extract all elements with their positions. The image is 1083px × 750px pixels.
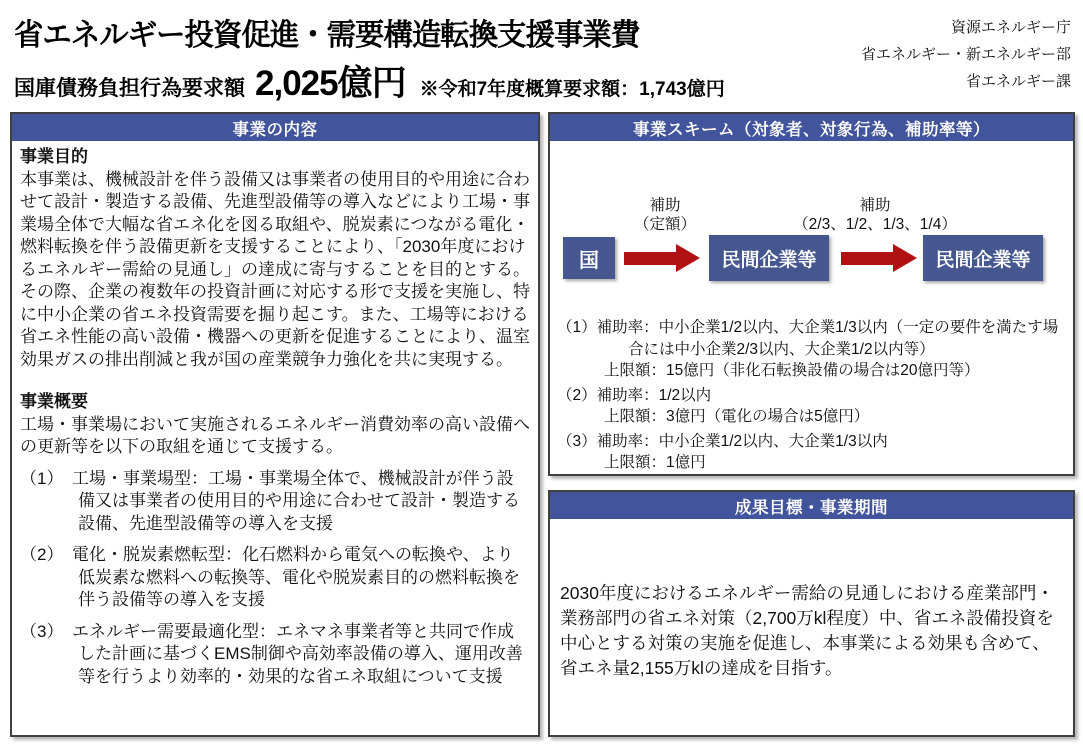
budget-line [14,56,725,106]
subsidy-detail-1 [557,317,1070,382]
subsidy-rate-2: （2）補助率：1/2以内 [557,386,712,404]
subsidy-rate-3: （3）補助率：中小企業1/2以内、大企業1/3以内 [557,432,888,450]
page-title: 省エネルギー投資促進・需要構造転換支援事業費 [14,19,640,52]
business-content-panel [10,112,540,737]
agency-line-2: 省エネルギー・新エネルギー部 [860,46,1071,63]
flow-arrow-icon-2 [841,244,917,272]
subsidy-cap-3: 上限額：1億円 [604,454,706,471]
scheme-panel [548,112,1075,476]
flow-arrow-2-label [750,196,1000,234]
subsidy-detail-2 [557,385,1070,428]
purpose-heading: 事業目的 [20,147,88,166]
flow-arrow-icon-1 [624,244,700,272]
business-content-band: 事業の内容 [12,114,538,141]
support-type-item-1: （1） 工場・事業場型：工場・事業場全体で、機械設計が伴う設備又は事業者の使用目的や用途に合わせて設計・製造する設備、先進型設備等の導入を支援 [20,468,520,533]
subsidy-detail-3 [557,431,1070,474]
budget-amount: 2,025億円 [255,64,406,103]
agency-line-1: 資源エネルギー庁 [950,19,1071,36]
business-content-body [12,141,538,732]
scheme-diagram [550,141,1073,474]
subsidy-details-list [557,317,1070,477]
scheme-band: 事業スキーム（対象者、対象行為、補助率等） [550,114,1073,141]
support-type-item-3: （3） エネルギー需要最適化型：エネマネ事業者等と共同で作成した計画に基づくEMS制御や高効率設備の導入、運用改善等を行うより効率的・効果的な省エネ取組について支援 [20,621,523,686]
subsidy-rate-1: （1）補助率：中小企業1/2以内、大企業1/3以内（一定の要件を満たす場合には中小企業2/3以内、大企業1/2以内等） [557,319,1059,358]
subsidy-cap-1: 上限額：15億円（非化石転換設備の場合は20億円等） [604,362,980,379]
budget-label: 国庫債務負担行為要求額 [14,77,245,100]
flow-arrow-1-label [612,196,718,234]
flow-arrow-2-label-line2: （2/3、1/2、1/3、1/4） [793,216,957,233]
flow-node-private-company-1: 民間企業等 [709,235,829,281]
overview-paragraph: 工場・事業場において実施されるエネルギー消費効率の高い設備への更新等を以下の取組を通じて支援する。 [20,414,530,456]
goal-panel [548,490,1075,737]
agency-block [861,14,1071,95]
goal-paragraph: 2030年度におけるエネルギー需給の見通しにおける産業部門・業務部門の省エネ対策（2,700万kl程度）中、省エネ設備投資を中心とする対策の実施を促進し、本事業による効果も含めて、省エネ量2,155万klの達成を目指す。 [560,583,1054,678]
overview-heading: 事業概要 [20,392,88,411]
subsidy-cap-2: 上限額：3億円（電化の場合は5億円） [604,408,870,425]
purpose-paragraph: 本事業は、機械設計を伴う設備又は事業者の使用目的や用途に合わせて設計・製造する設備、先進型設備等の導入などにより工場・事業場全体で大幅な省エネ化を図る取組や、脱炭素につながる電化・燃料転換を伴う設備更新を支援することにより、「2030年度におけるエネルギー需給の見通し」の達成に寄与することを目的とする。その際、企業の複数年の投資計画に対応する形で支援を実施し、特に中小企業の省エネ投資需要を掘り起こす。また、工場等における省エネ性能の高い設備・機器への更新を促進することにより、温室効果ガスの排出削減と我が国の産業競争力強化を共に実現する。 [20,169,530,369]
arrow-shaft [841,252,893,265]
flow-node-private-company-2: 民間企業等 [923,235,1043,281]
flow-arrow-1-label-line1: 補助 [649,197,681,214]
flow-node-government: 国 [563,237,615,279]
arrow-shaft [624,252,676,265]
support-type-item-2: （2） 電化・脱炭素燃転型：化石燃料から電気への転換や、より低炭素な燃料への転換等、電化や脱炭素目的の燃料転換を伴う設備等の導入を支援 [20,545,520,609]
arrow-head [893,244,917,272]
budget-note: ※令和7年度概算要求額：1,743億円 [419,79,725,100]
flow-arrow-1-label-line2: （定額） [633,216,696,233]
flow-arrow-2-label-line1: 補助 [859,197,891,214]
arrow-head [676,244,700,272]
goal-band: 成果目標・事業期間 [550,492,1073,519]
agency-line-3: 省エネルギー課 [965,73,1071,90]
